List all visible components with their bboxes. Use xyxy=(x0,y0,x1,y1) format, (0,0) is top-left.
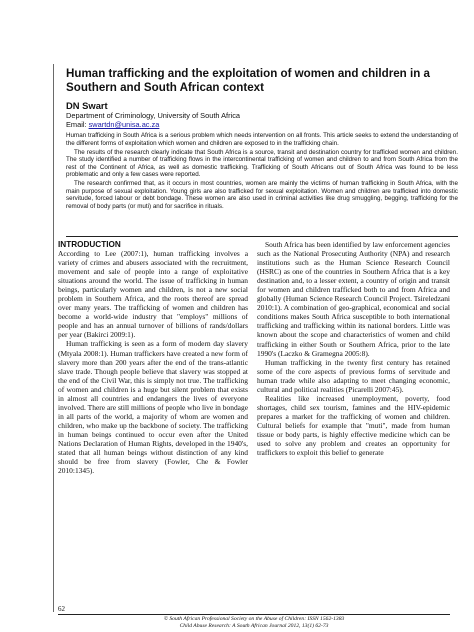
author-email-line xyxy=(66,120,458,129)
abstract-paragraph: The research confirmed that, as it occurs in most countries, women are mainly the victims of human trafficking in South Africa, with the main purpose of sexual exploitation. Young girls are also trafficked for sexual exploitation. Women and children are trafficked into domestic servitude, forced labour or debt bondage. These women are also used in criminal activities like drug smuggling, begging, trafficking for the removal of body parts (or muti) and for sacrifice in rituals. xyxy=(66,180,458,210)
footer-journal: Child Abuse Research: A South African Journal 2012, 13(1) 62-73 xyxy=(179,623,329,629)
abstract xyxy=(66,132,458,212)
page-footer xyxy=(58,616,450,630)
body-paragraph: Human trafficking in the twenty first century has retained some of the core aspects of previous forms of servitude and human trade while also adapting to meet changing economic, cultural and political realities (Picarelli 2007:45). xyxy=(257,357,450,394)
author-block xyxy=(66,100,458,129)
right-column xyxy=(257,240,450,457)
body-paragraph: Realities like increased unemployment, poverty, food shortages, child sex tourism, famines and the HIV-epidemic prepares a market for the trafficking of women and children. Cultural beliefs for example that "muti", made from human tissue or body parts, is highly effective medicine which can be used to solve any problem and creates an opportunity for traffickers to exploit this belief to generate xyxy=(257,393,450,458)
email-label: Email: xyxy=(66,120,89,129)
body-paragraph: According to Lee (2007:1), human trafficking involves a variety of crimes and abusers associated with the recruitment, movement and sale of people into a range of exploitative situations around the world. The issue of trafficking in human beings, particularly women and children, is not a new social problem in Southern Africa, and the roots thereof are spread over many years. The trafficking of women and children has become a world-wide industry that "employs" millions of people and has an annual turnover of billions of rands/dollars per year (Bakirci 2009:1). xyxy=(58,249,248,340)
body-paragraph: Human trafficking is seen as a form of modern day slavery (Mtyala 2008:1). Human traffickers have created a new form of slavery more than 200 years after the end of the trans-atlantic slave trade. Though people believe that slavery was stopped at the end of the Civil War, this is simply not true. The trafficking of women and children is a huge but silent problem that exists in almost all countries and endangers the lives of everyone involved. There are still millions of people who live in bondage in all parts of the world, a majority of whom are women and children, who make up the backbone of society. The trafficking in human beings continued to occur even after the United Nations Declaration of Human Rights, developed in the 1940's, stated that all human beings without distinction of any kind should be free from slavery (Fowler, Che & Fowler 2010:1345). xyxy=(58,339,248,476)
left-column xyxy=(58,240,248,475)
page-number: 62 xyxy=(58,605,65,613)
author-name: DN Swart xyxy=(66,100,108,111)
article-title: Human trafficking and the exploitation of women and children in a Southern and South African context xyxy=(66,67,430,94)
abstract-divider xyxy=(66,236,458,237)
body-paragraph: South Africa has been identified by law enforcement agencies such as the National Prosecuting Authority (NPA) and research institutions such as the Human Science Research Council (HSRC) as one of the countries in Southern Africa that is a key destination and, to a lesser extent, a country of origin and transit for women and children trafficked both to and from Africa and globally (Human Science Research Council Project. Tsireledzani 2010:1). A combination of geo-graphical, economical and social conditions makes South Africa susceptible to both international trafficking and trafficking within its national borders. Little was known about the scope and characteristics of women and child trafficking in either South or Southern Africa, prior to the late 1990's (Laczko & Gramegna 2005:8). xyxy=(257,240,450,358)
footer-copyright: © South African Professional Society on the Abuse of Children: ISSN 1562-1383 xyxy=(163,616,345,622)
margin-rule xyxy=(53,64,54,612)
abstract-paragraph: Human trafficking in South Africa is a serious problem which needs intervention on all fronts. This article seeks to extend the understanding of the different forms of exploitation which women and children are exposed to in the trafficking chain. xyxy=(66,132,458,147)
email-link[interactable]: swartdn@unisa.ac.za xyxy=(88,120,160,129)
section-heading: INTRODUCTION xyxy=(58,240,121,249)
footer-divider xyxy=(58,614,450,615)
author-affiliation: Department of Criminology, University of South Africa xyxy=(66,111,241,120)
abstract-paragraph: The results of the research clearly indicate that South Africa is a source, transit and destination country for trafficked women and children. The study identified a number of trafficking flows in the intercontinental trafficking of women and children to and from South Africa from the rest of the Continent of Africa, as well as domestic trafficking. Trafficking of South Africans out of South Africa was found to be less problematic and only a few cases were reported. xyxy=(66,148,458,179)
